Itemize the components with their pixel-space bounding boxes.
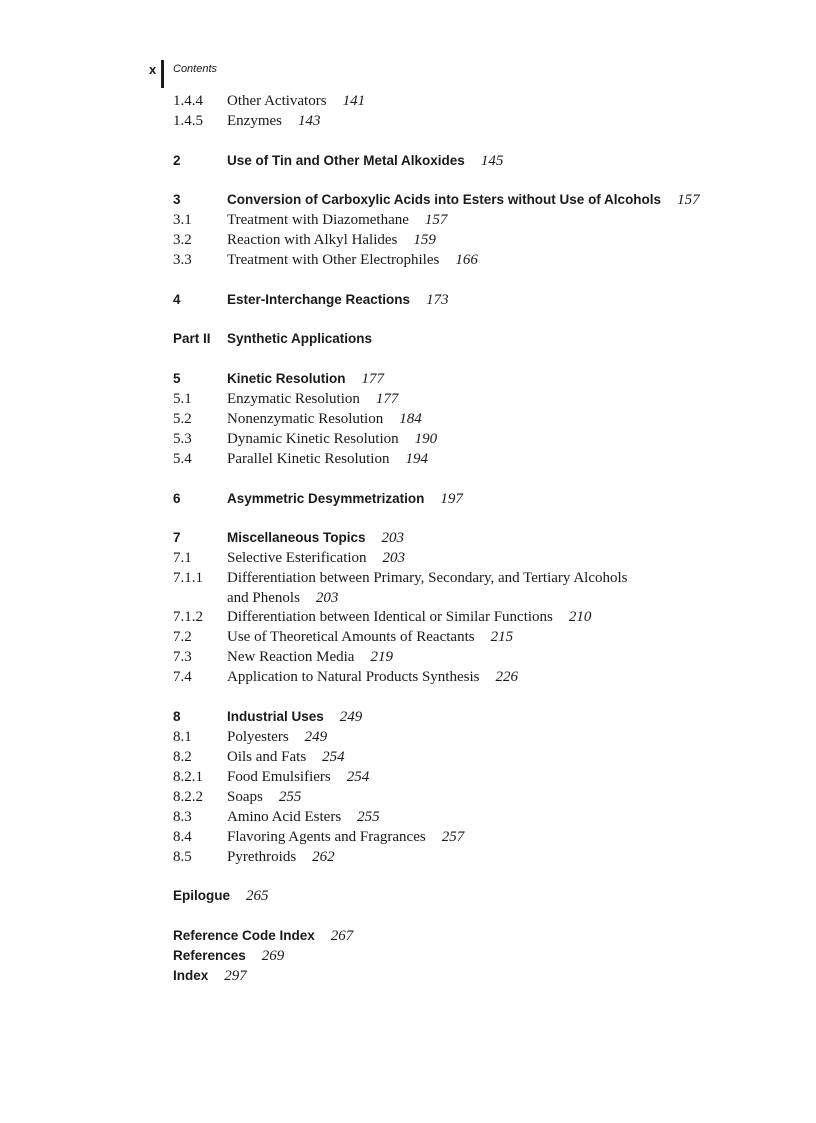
toc-section-entry: [0, 847, 816, 867]
toc-page-number: 226: [495, 669, 518, 686]
page-number: x: [149, 62, 157, 77]
toc-backmatter-entry: [0, 926, 816, 946]
toc-entry-title: [227, 190, 700, 210]
toc-title-text: Food Emulsifiers: [227, 768, 331, 785]
toc-title-text: Differentiation between Primary, Secondary, and Tertiary Alcohols: [227, 570, 628, 587]
toc-chapter-entry: [0, 151, 816, 171]
toc-title-text: Application to Natural Products Synthesis: [227, 669, 480, 686]
toc-title-text: Other Activators: [227, 93, 327, 109]
toc-chapter-entry: [0, 190, 816, 210]
toc-section-entry: [0, 210, 816, 230]
toc-section-entry: [0, 627, 816, 647]
toc-chapter-entry: [0, 290, 816, 310]
toc-page-number: 203: [381, 530, 405, 547]
toc-title-text: Ester-Interchange Reactions: [227, 291, 411, 307]
toc-entry-number: 7.1.1: [173, 570, 203, 587]
toc-page-number: 219: [370, 649, 393, 666]
toc-entry-number: 5: [173, 370, 181, 386]
toc-page-number: 249: [339, 708, 363, 725]
toc-page-number: 194: [405, 450, 428, 467]
toc-title-text: Index: [173, 967, 209, 983]
toc-entry-number: 7.1: [173, 550, 192, 567]
toc-section-entry: [0, 230, 816, 250]
toc-title-text: Enzymatic Resolution: [227, 390, 360, 407]
toc-entry-number: 8.2.2: [173, 788, 203, 805]
toc-section-entry: [0, 767, 816, 787]
table-of-contents: [0, 91, 816, 986]
toc-page-number: 262: [312, 848, 335, 865]
toc-section-entry: [0, 548, 816, 568]
toc-spacer: [0, 171, 816, 191]
toc-title-text: Industrial Uses: [227, 708, 324, 724]
toc-title-text: Treatment with Diazomethane: [227, 212, 409, 229]
toc-spacer: [0, 687, 816, 707]
toc-entry-number: 3: [173, 192, 181, 208]
toc-entry-title: [227, 747, 345, 767]
toc-entry-title: [227, 210, 447, 230]
toc-entry-number: 3.1: [173, 212, 192, 229]
toc-entry-number: 8.5: [173, 848, 192, 865]
toc-title-text: Nonenzymatic Resolution: [227, 410, 384, 427]
toc-entry-number: 6: [173, 490, 181, 506]
header-rule: [161, 60, 164, 88]
toc-page-number: 177: [361, 370, 385, 387]
toc-title-text: References: [173, 947, 246, 963]
toc-section-entry: [0, 449, 816, 469]
toc-spacer: [0, 310, 816, 330]
toc-entry-title: [227, 489, 463, 509]
toc-title-text: Use of Tin and Other Metal Alkoxides: [227, 152, 465, 168]
toc-title-text: Soaps: [227, 788, 263, 805]
toc-entry-title: [227, 230, 436, 250]
toc-title-text: Differentiation between Identical or Similar Functions: [227, 609, 553, 626]
toc-title-text: Pyrethroids: [227, 848, 297, 865]
toc-entry-number: 7.2: [173, 629, 192, 646]
toc-entry-title: [227, 707, 362, 727]
toc-entry-title: [173, 886, 269, 906]
toc-page-number: 267: [330, 927, 354, 944]
toc-page-number: 210: [568, 609, 592, 626]
toc-title-text: Miscellaneous Topics: [227, 530, 366, 546]
toc-section-entry: [0, 667, 816, 687]
toc-title-text: Treatment with Other Electrophiles: [227, 252, 440, 269]
toc-page-number: 265: [246, 888, 269, 905]
toc-section-entry: [0, 111, 816, 131]
toc-page-number: 269: [261, 947, 285, 964]
toc-entry-title: [173, 966, 247, 986]
toc-entry-number: 5.3: [173, 430, 192, 447]
toc-spacer: [0, 270, 816, 290]
toc-page-number: 254: [322, 748, 345, 765]
toc-entry-number: 7.4: [173, 669, 192, 686]
toc-entry-title: [227, 91, 365, 111]
toc-entry-title: [227, 429, 437, 449]
toc-title-text: New Reaction Media: [227, 649, 355, 666]
toc-section-entry: [0, 607, 816, 627]
toc-entry-number: 8.1: [173, 728, 192, 745]
toc-title-text: Selective Esterification: [227, 550, 367, 567]
toc-entry-title: [227, 627, 513, 647]
toc-section-entry: [0, 568, 816, 607]
toc-entry-number: 4: [173, 291, 181, 307]
toc-section-entry: [0, 91, 816, 111]
toc-section-entry: [0, 250, 816, 270]
toc-page-number: 177: [375, 390, 399, 407]
toc-entry-title: [227, 290, 449, 310]
toc-entry-title: [227, 667, 518, 687]
toc-spacer: [0, 469, 816, 489]
toc-spacer: [0, 509, 816, 529]
toc-page-number: 166: [455, 252, 478, 269]
toc-entry-title: [227, 568, 628, 608]
toc-chapter-entry: [0, 329, 816, 349]
toc-entry-number: 7.3: [173, 649, 192, 666]
toc-spacer: [0, 867, 816, 887]
toc-entry-number: 1.4.5: [173, 113, 203, 129]
toc-backmatter-entry: [0, 966, 816, 986]
toc-entry-title: [227, 389, 398, 409]
toc-entry-title: [227, 111, 320, 131]
toc-chapter-entry: [0, 707, 816, 727]
toc-section-entry: [0, 747, 816, 767]
toc-spacer: [0, 906, 816, 926]
toc-entry-number: 7.1.2: [173, 609, 203, 626]
toc-entry-title: [227, 449, 428, 469]
toc-entry-title: [227, 409, 422, 429]
toc-entry-title: [227, 151, 503, 171]
toc-page-number: 145: [480, 152, 504, 169]
toc-title-text: Reaction with Alkyl Halides: [227, 232, 398, 249]
toc-page-number: 215: [490, 629, 514, 646]
toc-entry-title: [173, 946, 284, 966]
toc-title-text: Flavoring Agents and Fragrances: [227, 828, 426, 845]
toc-title-text: Enzymes: [227, 113, 282, 129]
toc-entry-title: [227, 647, 393, 667]
toc-title-text: and Phenols: [227, 590, 300, 607]
toc-chapter-entry: [0, 528, 816, 548]
toc-chapter-entry: [0, 489, 816, 509]
toc-section-entry: [0, 807, 816, 827]
toc-section-entry: [0, 787, 816, 807]
toc-entry-title: [227, 847, 335, 867]
toc-title-text: Parallel Kinetic Resolution: [227, 450, 390, 467]
toc-title-text: Kinetic Resolution: [227, 370, 346, 386]
toc-entry-number: 3.2: [173, 232, 192, 249]
toc-backmatter-entry: [0, 886, 816, 906]
toc-section-entry: [0, 389, 816, 409]
toc-page-number: 203: [315, 590, 339, 607]
toc-entry-number: 1.4.4: [173, 93, 203, 109]
toc-entry-number: 8.4: [173, 828, 192, 845]
toc-section-entry: [0, 727, 816, 747]
toc-entry-number: 8.2.1: [173, 768, 203, 785]
toc-title-text: Oils and Fats: [227, 748, 307, 765]
toc-page-number: 143: [297, 113, 321, 129]
toc-entry-title: [227, 727, 327, 747]
toc-page-number: 159: [413, 232, 436, 249]
toc-entry-title: [227, 329, 372, 349]
toc-section-entry: [0, 409, 816, 429]
toc-spacer: [0, 131, 816, 151]
toc-chapter-entry: [0, 369, 816, 389]
toc-page-number: 257: [441, 828, 465, 845]
toc-title-text: Amino Acid Esters: [227, 808, 342, 825]
toc-entry-title: [227, 767, 369, 787]
toc-page-number: 184: [399, 410, 422, 427]
toc-page-number: 173: [426, 291, 449, 308]
toc-backmatter-entry: [0, 946, 816, 966]
toc-entry-title: [227, 548, 405, 568]
toc-title-text: Reference Code Index: [173, 927, 315, 943]
toc-page-number: 141: [342, 93, 366, 109]
running-head-title: Contents: [173, 63, 218, 75]
toc-entry-number: 8: [173, 708, 181, 724]
toc-section-entry: [0, 827, 816, 847]
toc-page-number: 255: [278, 788, 302, 805]
toc-title-text: Epilogue: [173, 888, 230, 904]
toc-entry-number: 5.2: [173, 410, 192, 427]
toc-title-text: Conversion of Carboxylic Acids into Esters without Use of Alcohols: [227, 192, 662, 208]
toc-title-text: Asymmetric Desymmetrization: [227, 490, 425, 506]
toc-entry-title: [227, 827, 464, 847]
toc-entry-number: Part II: [173, 331, 211, 347]
toc-page-number: 249: [304, 728, 328, 745]
toc-spacer: [0, 349, 816, 369]
toc-page-number: 157: [677, 192, 700, 209]
toc-entry-title: [173, 926, 353, 946]
toc-entry-title: [227, 528, 404, 548]
toc-page-number: 190: [414, 430, 438, 447]
toc-page-number: 297: [224, 967, 247, 984]
toc-entry-number: 8.3: [173, 808, 192, 825]
toc-entry-number: 2: [173, 152, 181, 168]
toc-page-number: 197: [440, 490, 463, 507]
toc-entry-number: 5.4: [173, 450, 192, 467]
toc-section-entry: [0, 647, 816, 667]
toc-section-entry: [0, 429, 816, 449]
toc-page-number: 203: [382, 550, 406, 567]
toc-entry-title: [227, 607, 591, 627]
toc-entry-number: 3.3: [173, 252, 192, 269]
toc-title-text: Use of Theoretical Amounts of Reactants: [227, 629, 475, 646]
toc-entry-title: [227, 250, 478, 270]
toc-entry-number: 5.1: [173, 390, 192, 407]
toc-page-number: 255: [357, 808, 380, 825]
toc-page-number: 254: [346, 768, 370, 785]
toc-entry-number: 8.2: [173, 748, 192, 765]
toc-title-text: Dynamic Kinetic Resolution: [227, 430, 399, 447]
toc-entry-title: [227, 787, 301, 807]
toc-entry-title: [227, 369, 384, 389]
toc-title-continuation: [227, 588, 628, 608]
toc-title-text: Polyesters: [227, 728, 289, 745]
toc-title-text: Synthetic Applications: [227, 331, 373, 347]
toc-page-number: 157: [424, 212, 448, 229]
toc-entry-number: 7: [173, 530, 181, 546]
toc-entry-title: [227, 807, 380, 827]
